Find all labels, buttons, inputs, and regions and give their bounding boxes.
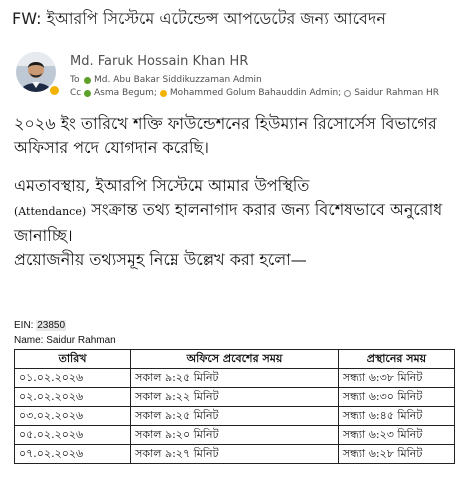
cell-date: ০৫.০২.২০২৬ xyxy=(15,426,131,445)
table-row xyxy=(15,426,455,445)
name-label: Name: xyxy=(14,335,47,346)
cc-line xyxy=(70,87,475,100)
ein-value: 23850 xyxy=(37,320,66,331)
message-paragraph-1: ২০২৬ ইং তারিখে শক্তি ফাউন্ডেশনের হিউম্যান রিসোর্সেস বিভাগের অফিসার পদে যোগদান করেছি। xyxy=(14,114,437,157)
recipient-cc-2[interactable]: Saidur Rahman HR xyxy=(354,88,440,98)
column-header-exit-time: প্রস্থানের সময় xyxy=(338,350,454,369)
message-paragraph-2 xyxy=(14,174,470,248)
cell-exit-time: সন্ধ্যা ৬:২৮ মিনিট xyxy=(338,445,454,464)
table-row xyxy=(15,369,455,388)
ein-line xyxy=(14,320,314,332)
to-line xyxy=(70,74,475,87)
cell-entry-time: সকাল ৯:২২ মিনিট xyxy=(131,388,339,407)
cell-exit-time: সন্ধ্যা ৬:৩০ মিনিট xyxy=(338,388,454,407)
table-row xyxy=(15,407,455,426)
sender-name[interactable]: Md. Faruk Hossain Khan HR xyxy=(70,54,249,69)
cell-entry-time: সকাল ৯:২৫ মিনিট xyxy=(131,407,339,426)
cell-exit-time: সন্ধ্যা ৬:৩৮ মিনিট xyxy=(338,369,454,388)
cell-date: ০৩.০২.২০২৬ xyxy=(15,407,131,426)
cell-entry-time: সকাল ৯:২৫ মিনিট xyxy=(131,369,339,388)
online-status-icon xyxy=(84,77,91,84)
cell-exit-time: সন্ধ্যা ৬:৪৫ মিনিট xyxy=(338,407,454,426)
to-label: To xyxy=(70,75,80,85)
table-row xyxy=(15,388,455,407)
cell-entry-time: সকাল ৯:২৭ মিনিট xyxy=(131,445,339,464)
attendance-word: (Attendance) xyxy=(14,205,87,218)
cc-label: Cc xyxy=(70,88,82,98)
message-body xyxy=(14,112,470,272)
paragraph-2-start: এমতাবস্থায়, ইআরপি সিস্টেমে আমার উপস্থিতি xyxy=(14,176,310,195)
ein-label: EIN: xyxy=(14,320,37,331)
cell-date: ০৭.০২.২০২৬ xyxy=(15,445,131,464)
column-header-entry-time: অফিসে প্রবেশের সময় xyxy=(131,350,339,369)
cell-date: ০১.০২.২০২৬ xyxy=(15,369,131,388)
cell-exit-time: সন্ধ্যা ৬:২৩ মিনিট xyxy=(338,426,454,445)
recipient-cc-1[interactable]: Mohammed Golum Bahauddin Admin; xyxy=(169,88,342,98)
online-status-icon xyxy=(84,90,91,97)
name-value: Saidur Rahman xyxy=(46,335,116,346)
cell-entry-time: সকাল ৯:২০ মিনিট xyxy=(131,426,339,445)
cell-date: ০২.০২.২০২৬ xyxy=(15,388,131,407)
table-header-row xyxy=(15,350,455,369)
email-subject: FW: ইআরপি সিস্টেমে এটেন্ডেন্স আপডেটের জন্য আবেদন xyxy=(12,9,386,28)
recipient-to-0[interactable]: Md. Abu Bakar Siddikuzzaman Admin xyxy=(94,75,262,85)
column-header-date: তারিখ xyxy=(15,350,131,369)
offline-status-icon xyxy=(344,90,351,97)
recipients-block xyxy=(70,74,475,100)
message-paragraph-3: প্রয়োজনীয় তথ্যসমূহ নিম্নে উল্লেখ করা হলো— xyxy=(14,250,307,269)
presence-away-icon xyxy=(48,84,61,97)
name-line xyxy=(14,335,314,347)
paragraph-2-end: সংক্রান্ত তথ্য হালনাগাদ করার জন্য বিশেষভাবে অনুরোধ জানাচ্ছি। xyxy=(14,200,443,245)
away-status-icon xyxy=(160,90,167,97)
attendance-table xyxy=(14,349,455,464)
recipient-cc-0[interactable]: Asma Begum; xyxy=(94,88,157,98)
table-row xyxy=(15,445,455,464)
